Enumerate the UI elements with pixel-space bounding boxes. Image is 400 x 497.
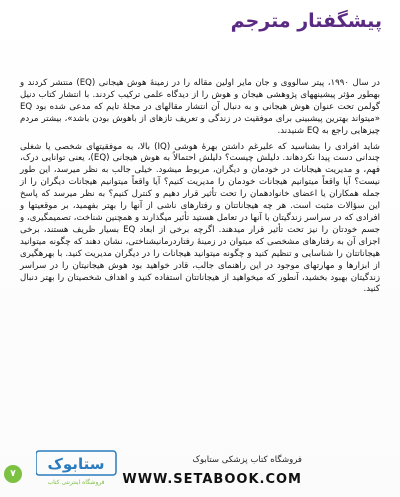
page-number: ۷ xyxy=(4,465,22,483)
footer xyxy=(0,431,400,497)
store-url[interactable]: WWW.SETABOOK.COM xyxy=(122,472,302,487)
store-name: فروشگاه کتاب پزشکی ستابوک xyxy=(192,455,302,465)
svg-text:فروشگاه اینترنتی کتاب: فروشگاه اینترنتی کتاب xyxy=(47,479,105,486)
page-title: پیشگفتار مترجم xyxy=(230,10,382,32)
setabook-logo xyxy=(36,445,122,487)
paragraph-2: شاید افرادی را بشناسید که علیرغم داشتن بهرهٔ هوشی (IQ) بالا، به موفقیتهای شخصی یا شغلی چندانی دست پیدا نکردهاند. دلیلش چیست؟ دلیلش احتمالاً به هوش هیجانی (EQ)، یعنی توانایی درک، فهم، و مدیریت هیجانات در خودمان و دیگران، مربوط میشود. خیلی جالب به نظر میرسد، این طور نیست؟ آیا واقعاً میتوانیم هیجانات خودمان را مدیریت کنیم؟ آیا واقعاً میتوانیم هیجانات دیگران را از جمله همکاران یا اعضای خانوادهمان را تحت تأثیر قرار دهیم و کنترل کنیم؟ به نظر میرسد که پاسخ این سؤالات مثبت است. هر چه هیجاناتتان و رفتارهای ناشی از آنها را بهتر بفهمید، بر موقعیتها و افرادی که در سراسر زندگیتان با آنها در تعامل هستید تأثیر میگذارند و همچنین شناخت، تصمیمگیری، و جسم خودتان را نیز تحت تأثیر قرار میدهند. اگرچه برخی از ابعاد EQ بسیار ظریف هستند، برخی اجزای آن به رفتارهای مشخصی که میتوان در زمینهٔ رفتاردرمانیشناختی، نشان دهند که چگونه میتوانید هیجاناتتان را شناسایی و تنظیم کنید و چگونه میتوانید هیجانات را در دیگران مدیریت کنید. با بهرهگیری از ابزارها و مهارتهای موجود در این راهنمای جالب، قادر خواهید بود هوش هیجانیتان را در سراسر زندگیتان بهبود بخشید، آنطور که میخواهید از هیجاناتتان استفاده کنید و اهداف شخصیتان را بهتر دنبال کنید. xyxy=(20,141,380,295)
paragraph-1: در سال ۱۹۹۰، پیتر سالووی و جان مایر اولین مقاله را در زمینهٔ هوش هیجانی (EQ) منتشر کردند و بهطور مؤثر پیشینههای پژوهشی هیجان و هوش را از دیدگاه علمی ترکیب کردند. با انتشار کتاب دنیل گولمن تحت عنوان هوش هیجانی و به دنبال آن انتشار مقالهای در مجلهٔ تایم که مدعی شده بود EQ «میتواند بهترین پیشبینی برای موفقیت در زندگی و تعریف تازهای از باهوش بودن باشد»، بیشتر مردم چیزهایی راجع به EQ شنیدند. xyxy=(20,78,380,136)
svg-text:ستابوک: ستابوک xyxy=(47,455,105,473)
body-text xyxy=(20,78,380,299)
